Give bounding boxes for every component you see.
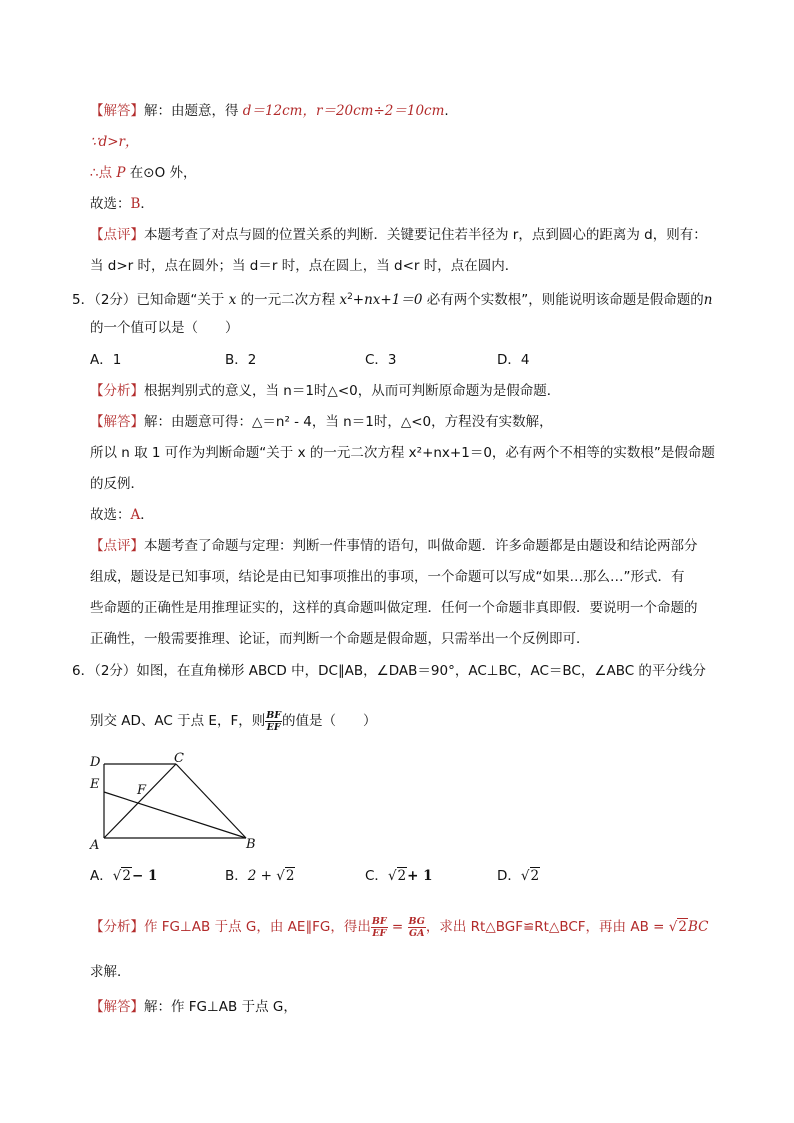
q6-option-a[interactable]: A．√2− 1 — [90, 868, 158, 884]
label-c: C — [174, 752, 184, 766]
prev-therefore-line: ∴点 P 在⊙O 外， — [90, 165, 197, 181]
q5-stem-line-2: 的一个值可以是（ ） — [90, 320, 239, 336]
q6-solution-line-1: 【解答】解：作 FG⊥AB 于点 G， — [90, 999, 297, 1015]
q6-option-c[interactable]: C．√2+ 1 — [365, 868, 433, 884]
r-equation: r＝20cm÷2＝10cm — [315, 103, 445, 119]
q6-option-b[interactable]: B．2 + √2 — [225, 868, 295, 884]
q6-analysis-line: 【分析】作 FG⊥AB 于点 G，由 AE∥FG，得出 $\frac{BF}{EF}$ = $\frac{BG}{GA}$ ，求出 Rt△BGF≌Rt△BCF，再由 AB = √2BC — [90, 915, 709, 939]
q6-number: 6． — [72, 663, 95, 679]
q6-stem-line-2: 别交 AD、AC 于点 E，F，则 $\frac{BF}{EF}$ 的值是（ ） — [90, 709, 377, 733]
label-b: B — [246, 837, 256, 852]
q5-comment-line-1: 【点评】本题考查了命题与定理：判断一件事情的语句，叫做命题．许多命题都是由题设和结论两部分 — [90, 538, 698, 554]
q5-stem-line-1: 5．（2分）已知命题“关于 x 的一元二次方程 $x^2+nx+1=0$ 必有两个实数根”，则能说明该命题是假命题的n — [72, 292, 713, 308]
q5-analysis-line: 【分析】根据判别式的意义，当 n＝1时△<0，从而可判断原命题为是假命题． — [90, 383, 561, 399]
q6-option-d[interactable]: D．√2 — [497, 868, 540, 884]
comment-tag: 【点评】 — [90, 538, 144, 554]
label-e: E — [90, 777, 100, 792]
solution-tag: 【解答】 — [90, 999, 144, 1015]
prev-comment-line-1: 【点评】本题考查了对点与圆的位置关系的判断．关键要记住若半径为 r，点到圆心的距离为 d，则有： — [90, 227, 707, 243]
q5-number: 5． — [72, 292, 95, 308]
q5-option-d[interactable]: D．4 — [497, 352, 530, 368]
q5-solution-line-3: 的反例． — [90, 476, 144, 492]
solution-tag: 【解答】 — [90, 103, 144, 119]
bf-over-ef-fraction: $\frac{BF}{EF}$ — [266, 709, 282, 733]
q5-option-a[interactable]: A．1 — [90, 352, 122, 368]
bg-over-ga-fraction: $\frac{BG}{GA}$ — [408, 915, 425, 939]
bf-over-ef-fraction: $\frac{BF}{EF}$ — [371, 915, 387, 939]
label-f: F — [137, 783, 147, 798]
analysis-tag: 【分析】 — [90, 919, 144, 935]
q5-option-c[interactable]: C．3 — [365, 352, 397, 368]
q5-comment-line-2: 组成，题设是已知事项，结论是由已知事项推出的事项，一个命题可以写成“如果…那么…”形式．有 — [90, 569, 685, 585]
solution-tag: 【解答】 — [90, 414, 144, 430]
comment-tag: 【点评】 — [90, 227, 144, 243]
label-a: A — [90, 838, 100, 852]
q6-stem-line-1: 6．（2分）如图，在直角梯形 ABCD 中，DC∥AB，∠DAB＝90°，AC⊥BC，AC＝BC，∠ABC 的平分线分 — [72, 663, 706, 679]
q5-comment-line-4: 正确性，一般需要推理、论证，而判断一个命题是假命题，只需举出一个反例即可． — [90, 631, 590, 647]
label-d: D — [90, 755, 101, 770]
q5-comment-line-3: 些命题的正确性是用推理证实的，这样的真命题叫做定理．任何一个命题非真即假．要说明一个命题的 — [90, 600, 698, 616]
q6-analysis-end: 求解． — [90, 964, 131, 980]
prev-solution-line-1: 【解答】解：由题意，得 d＝12cm，r＝20cm÷2＝10cm. — [90, 103, 449, 119]
prev-because-line: ∵d>r， — [90, 134, 139, 150]
q5-choose-line: 故选：A． — [90, 507, 154, 523]
prev-choose-line: 故选：B． — [90, 196, 154, 212]
prev-comment-line-2: 当 d>r 时，点在圆外；当 d＝r 时，点在圆上，当 d<r 时，点在圆内． — [90, 258, 519, 274]
analysis-tag: 【分析】 — [90, 383, 144, 399]
d-equation: d＝12cm， — [242, 103, 316, 119]
q5-option-b[interactable]: B．2 — [225, 352, 257, 368]
q5-solution-line-2: 所以 n 取 1 可作为判断命题“关于 x 的一元二次方程 x²+nx+1＝0，必有两个不相等的实数根”是假命题 — [90, 445, 715, 461]
segment-ac — [104, 764, 176, 838]
trapezoid-figure — [86, 752, 266, 852]
q5-solution-line-1: 【解答】解：由题意可得：△＝n² - 4，当 n＝1时，△<0，方程没有实数解， — [90, 414, 553, 430]
